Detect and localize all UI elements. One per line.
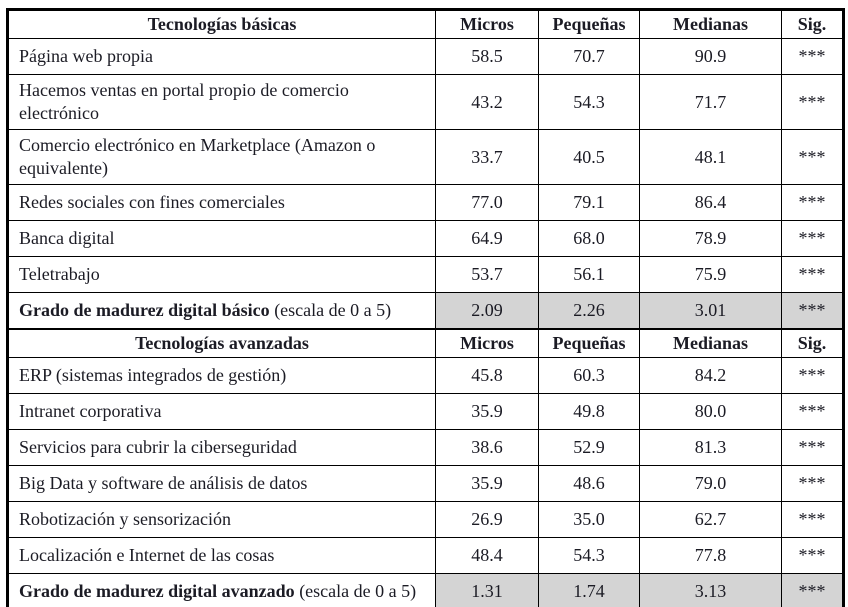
table-row [8, 430, 844, 466]
value-micros: 33.7 [436, 130, 539, 185]
row-label: ERP (sistemas integrados de gestión) [8, 358, 436, 394]
col-header-medianas: Medianas [640, 10, 782, 39]
value-pequenas: 56.1 [539, 257, 640, 293]
section-title-avanzadas: Tecnologías avanzadas [8, 329, 436, 358]
summary-label-bold: Grado de madurez digital básico [19, 299, 270, 320]
value-micros: 64.9 [436, 221, 539, 257]
value-pequenas: 54.3 [539, 75, 640, 130]
value-micros: 48.4 [436, 538, 539, 574]
row-label: Hacemos ventas en portal propio de comercio electrónico [8, 75, 436, 130]
value-sig: *** [782, 502, 844, 538]
value-medianas: 3.13 [640, 574, 782, 607]
row-label: Intranet corporativa [8, 394, 436, 430]
value-micros: 35.9 [436, 394, 539, 430]
col-header-micros: Micros [436, 329, 539, 358]
value-medianas: 62.7 [640, 502, 782, 538]
value-medianas: 3.01 [640, 293, 782, 329]
table-row [8, 130, 844, 185]
section-header-row-avanzadas [8, 329, 844, 358]
value-micros: 38.6 [436, 430, 539, 466]
row-label: Teletrabajo [8, 257, 436, 293]
value-pequenas: 68.0 [539, 221, 640, 257]
table-row [8, 39, 844, 75]
value-micros: 43.2 [436, 75, 539, 130]
value-sig: *** [782, 430, 844, 466]
table-row [8, 538, 844, 574]
col-header-pequenas: Pequeñas [539, 329, 640, 358]
value-pequenas: 54.3 [539, 538, 640, 574]
value-sig: *** [782, 221, 844, 257]
value-pequenas: 40.5 [539, 130, 640, 185]
value-medianas: 48.1 [640, 130, 782, 185]
col-header-medianas: Medianas [640, 329, 782, 358]
table-row [8, 257, 844, 293]
value-pequenas: 79.1 [539, 185, 640, 221]
summary-row-avanzado [8, 574, 844, 607]
summary-label [8, 293, 436, 329]
row-label: Banca digital [8, 221, 436, 257]
value-medianas: 86.4 [640, 185, 782, 221]
row-label: Página web propia [8, 39, 436, 75]
summary-label-bold: Grado de madurez digital avanzado [19, 580, 295, 601]
value-sig: *** [782, 130, 844, 185]
value-sig: *** [782, 293, 844, 329]
value-pequenas: 2.26 [539, 293, 640, 329]
col-header-sig: Sig. [782, 10, 844, 39]
value-sig: *** [782, 39, 844, 75]
value-sig: *** [782, 257, 844, 293]
value-micros: 35.9 [436, 466, 539, 502]
value-micros: 45.8 [436, 358, 539, 394]
value-pequenas: 60.3 [539, 358, 640, 394]
value-medianas: 80.0 [640, 394, 782, 430]
value-sig: *** [782, 185, 844, 221]
value-pequenas: 70.7 [539, 39, 640, 75]
table-row [8, 185, 844, 221]
value-medianas: 90.9 [640, 39, 782, 75]
col-header-micros: Micros [436, 10, 539, 39]
value-medianas: 75.9 [640, 257, 782, 293]
value-sig: *** [782, 466, 844, 502]
summary-label-suffix: (escala de 0 a 5) [269, 299, 392, 320]
table-row [8, 394, 844, 430]
summary-label-suffix: (escala de 0 a 5) [294, 580, 417, 601]
col-header-pequenas: Pequeñas [539, 10, 640, 39]
value-medianas: 78.9 [640, 221, 782, 257]
value-pequenas: 52.9 [539, 430, 640, 466]
value-micros: 53.7 [436, 257, 539, 293]
value-pequenas: 35.0 [539, 502, 640, 538]
value-micros: 2.09 [436, 293, 539, 329]
value-micros: 58.5 [436, 39, 539, 75]
section-title-basicas: Tecnologías básicas [8, 10, 436, 39]
digital-technologies-table [6, 8, 845, 607]
row-label: Big Data y software de análisis de datos [8, 466, 436, 502]
value-micros: 1.31 [436, 574, 539, 607]
table-row [8, 502, 844, 538]
value-medianas: 77.8 [640, 538, 782, 574]
value-medianas: 84.2 [640, 358, 782, 394]
value-medianas: 79.0 [640, 466, 782, 502]
value-sig: *** [782, 358, 844, 394]
summary-label [8, 574, 436, 607]
row-label: Robotización y sensorización [8, 502, 436, 538]
value-pequenas: 1.74 [539, 574, 640, 607]
value-sig: *** [782, 394, 844, 430]
summary-row-basico [8, 293, 844, 329]
value-micros: 77.0 [436, 185, 539, 221]
value-micros: 26.9 [436, 502, 539, 538]
section-header-row-basicas [8, 10, 844, 39]
table-row [8, 221, 844, 257]
value-medianas: 71.7 [640, 75, 782, 130]
value-medianas: 81.3 [640, 430, 782, 466]
value-sig: *** [782, 538, 844, 574]
value-sig: *** [782, 75, 844, 130]
table-row [8, 75, 844, 130]
table-row [8, 358, 844, 394]
value-sig: *** [782, 574, 844, 607]
row-label: Comercio electrónico en Marketplace (Amazon o equivalente) [8, 130, 436, 185]
col-header-sig: Sig. [782, 329, 844, 358]
row-label: Servicios para cubrir la ciberseguridad [8, 430, 436, 466]
table-row [8, 466, 844, 502]
row-label: Localización e Internet de las cosas [8, 538, 436, 574]
row-label: Redes sociales con fines comerciales [8, 185, 436, 221]
value-pequenas: 49.8 [539, 394, 640, 430]
value-pequenas: 48.6 [539, 466, 640, 502]
